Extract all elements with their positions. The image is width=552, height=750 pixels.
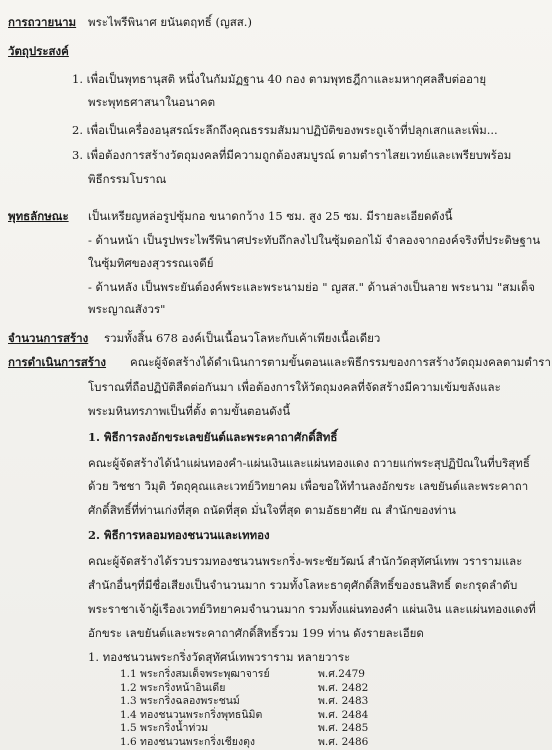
list-item: 1.2 พระกริ่งหน้าอินเดีย [120,681,226,694]
process-line-1: คณะผู้จัดสร้างได้ดำเนินการตามขั้นตอนและพิธีกรรมของการสร้างวัตถุมงคลตามตำรา [130,355,551,369]
dedication-label: การถวายนาม [8,15,77,29]
objective-3-line-1: 3. เพื่อต้องการสร้างวัตถุมงคลที่มีความถูกต้องสมบูรณ์ ตามตำราไสยเวทย์และเพรียบพร้อม [72,148,512,162]
list-item-year: พ.ศ. 2486 [318,735,369,748]
process-line-3: พระมหินทรภาพเป็นที่ตั้ง ตามขั้นตอนดังนี้ [88,404,291,418]
objective-1-line-2: พระพุทธศาสนาในอนาคต [88,95,216,109]
characteristics-line-2: - ด้านหน้า เป็นรูปพระไพรีพินาศประทับถึกลงไปในซุ้มดอกไม้ จำลองจากองค์จริงที่ประดิษฐาน [88,233,541,247]
characteristics-line-1: เป็นเหรียญหล่อรูปซุ้มกอ ขนาดกว้าง 15 ซม. สูง 25 ซม. มีรายละเอียดดังนี้ [88,209,453,223]
characteristics-line-3: ในซุ้มทิศของสุวรรณเจดีย์ [88,256,214,270]
list-item-year: พ.ศ. 2483 [318,695,369,707]
characteristics-line-4: - ด้านหลัง เป็นพระยันต์องค์พระและพระนามย่อ " ญสส." ด้านล่างเป็นลาย พระนาม "สมเด็จ [88,280,536,294]
quantity-label: จำนวนการสร้าง [8,331,89,345]
list-title: 1. ทองชนวนพระกริ่งวัดสุทัศน์เทพวราราม หลายวาระ [88,650,351,664]
objective-3-line-2: พิธีกรรมโบราณ [88,172,167,186]
list-item: 1.4 ทองชนวนพระกริ่งพุทธนิมิต [120,708,263,721]
characteristics-label: พุทธลักษณะ [8,209,69,223]
step-2-line-4: อักขระ เลขยันต์และพระคาถาศักดิ์สิทธิ์รวม 199 ท่าน ดังรายละเอียด [88,626,424,640]
list-item-year: พ.ศ. 2482 [318,681,369,694]
process-label: การดำเนินการสร้าง [8,355,107,369]
objective-1-line-1: 1. เพื่อเป็นพุทธานุสติ หนึ่งในกัมมัฏฐาน 40 กอง ตามพุทธฎีกาและมหากุศลสืบต่ออายุ [72,72,487,86]
step-2-title: 2. พิธีการหลอมทองชนวนและเททอง [88,528,270,542]
list-item: 1.1 พระกริ่งสมเด็จพระพุฒาจารย์ [120,668,270,680]
step-2-line-3: พระราชาเจ้าผู้เรืองเวทย์วิทยาคมจำนวนมาก รวมทั้งแผ่นทองคำ แผ่นเงิน และแผ่นทองแดงที่ [88,602,536,616]
objective-2-line-1: 2. เพื่อเป็นเครื่องอนุสรณ์ระลึกถึงคุณธรรมสัมมาปฏิบัติของพระถูเจ้าที่ปลุกเสกและเพิ่ม... [72,123,498,137]
list-item: 1.6 ทองชนวนพระกริ่งเชียงตุง [120,735,256,748]
list-item: 1.3 พระกริ่งฉลองพระชนม์ [120,695,240,707]
step-1-line-1: คณะผู้จัดสร้างได้นำแผ่นทองคำ-แผ่นเงินและแผ่นทองแดง ถวายแก่พระสุปฏิปัณในที่บริสุทธิ์ [88,456,530,470]
dedication-value: พระไพรีพินาศ ยนันตฤทธิ์ (ญสส.) [88,15,252,29]
characteristics-line-5: พระญาณสังวร" [88,302,166,316]
step-1-line-3: ศักดิ์สิทธิ์ที่ท่านเก่งที่สุด ถนัดที่สุด มั่นใจที่สุด ตามอัธยาศัย ณ สำนักของท่าน [88,503,456,517]
list-item-year: พ.ศ. 2484 [318,708,369,721]
step-1-title: 1. พิธีการลงอักขระเลขยันต์และพระคาถาศักดิ์สิทธิ์ [88,430,338,444]
objectives-label: วัตถุประสงค์ [8,44,69,58]
process-line-2: โบราณที่ถือปฏิบัติสืดต่อกันมา เพื่อต้องการให้วัตถุมงคลที่จัดสร้างมีความเข้มขลังและ [88,380,501,394]
quantity-value: รวมทั้งสิ้น 678 องค์เป็นเนื้อนวโลหะกับเค้าเพียงเนื้อเดียว [104,331,381,345]
list-item-year: พ.ศ.2479 [318,668,365,680]
list-item-year: พ.ศ. 2485 [318,722,369,734]
step-1-line-2: ด้วย วิชชา วิมุติ วัตถุคุณและเวทย์วิทยาคม เพื่อขอให้ทำนลงอักขระ เลขยันต์และพระคาถา [88,479,529,493]
list-item: 1.5 พระกริ่งน้ำท่วม [120,722,209,734]
step-2-line-2: สำนักอื่นๆที่มีชื่อเสียงเป็นจำนวนมาก รวมทั้งโลหะธาตุศักดิ์สิทธิ์ของธนสิทธิ์ ตะกรุดลำดับ [88,578,518,592]
step-2-line-1: คณะผู้จัดสร้างได้รวบรวมทองชนวนพระกริ่ง-พระชัยวัฒน์ สำนักวัดสุทัศน์เทพ วรารามและ [88,554,523,568]
